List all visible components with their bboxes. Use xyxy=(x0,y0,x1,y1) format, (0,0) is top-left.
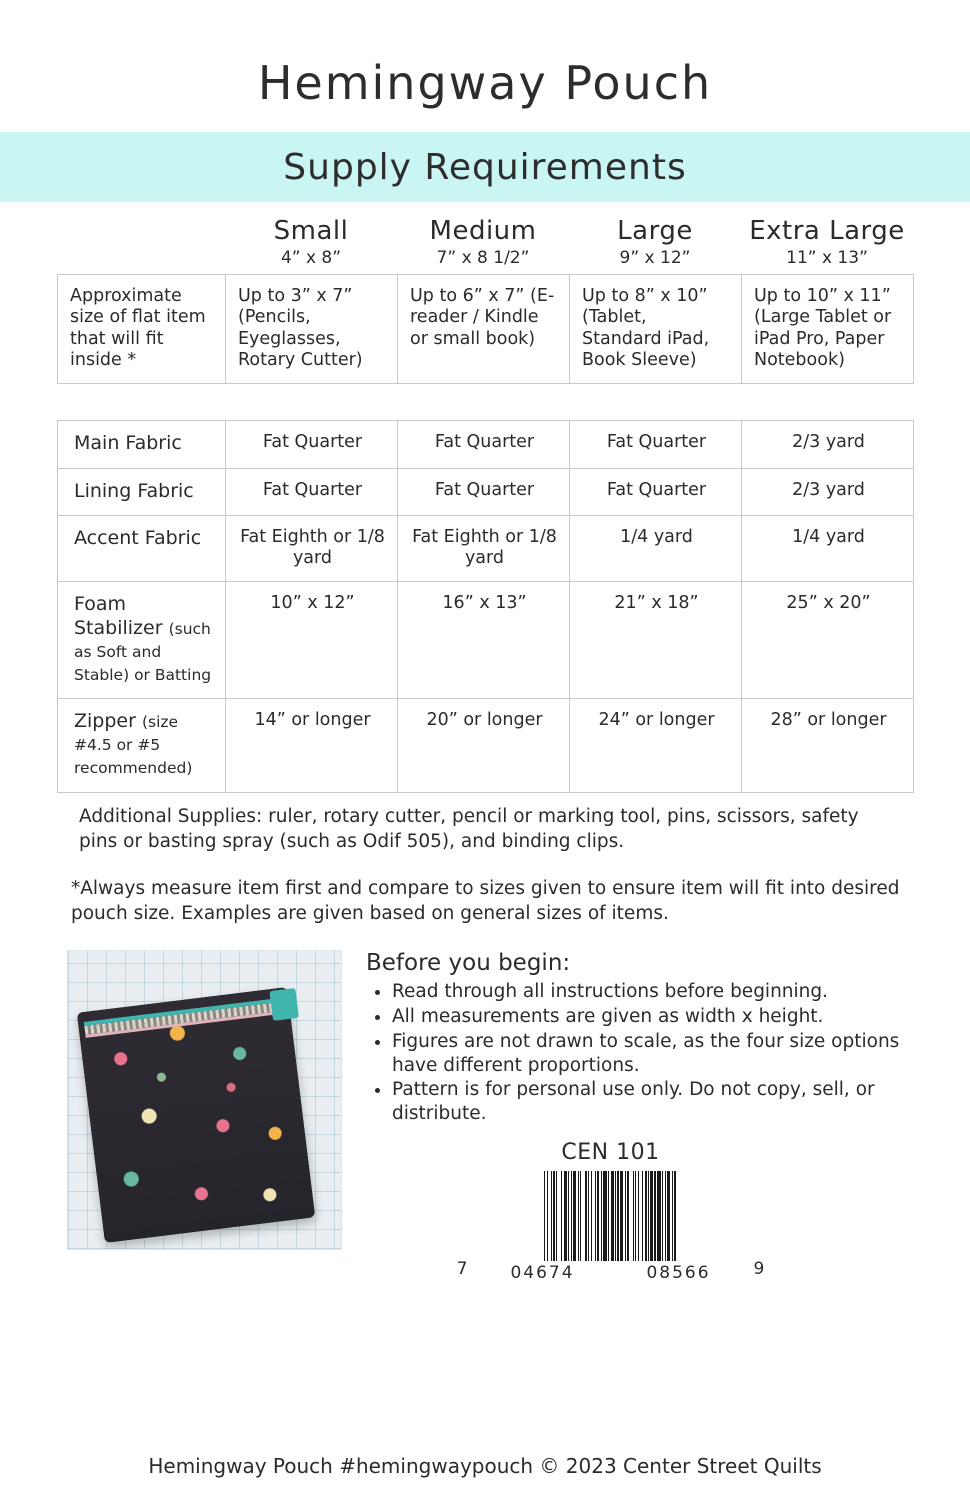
table-row xyxy=(58,582,914,699)
supply-label-subtext: (such as Soft and Stable) or Batting xyxy=(74,619,212,684)
photo-column xyxy=(67,950,350,1282)
barcode-area xyxy=(366,1171,855,1283)
supply-zipper-medium: 20” or longer xyxy=(398,699,570,793)
subtitle-band xyxy=(0,132,970,202)
pouch-photo xyxy=(67,950,342,1250)
subtitle: Supply Requirements xyxy=(283,146,687,188)
zipper-tab-illustration xyxy=(269,988,298,1021)
supply-label-text: Zipper xyxy=(74,710,136,733)
barcode-right-digit: 9 xyxy=(753,1258,765,1279)
barcode-left-digit: 7 xyxy=(456,1258,468,1279)
list-item: • All measurements are given as width x height. xyxy=(392,1005,913,1029)
list-item: • Read through all instructions before beginning. xyxy=(392,980,913,1004)
supply-lining-fabric-medium: Fat Quarter xyxy=(398,468,570,515)
table-row xyxy=(58,468,914,515)
supply-main-fabric-xlarge: 2/3 yard xyxy=(742,421,914,468)
supply-accent-fabric-medium: Fat Eighth or 1/8 yard xyxy=(398,515,570,582)
lower-section xyxy=(57,950,913,1282)
supply-main-fabric-small: Fat Quarter xyxy=(226,421,398,468)
table-row xyxy=(58,515,914,582)
supply-accent-fabric-large: 1/4 yard xyxy=(570,515,742,582)
fit-row-small: Up to 3” x 7” (Pencils, Eyeglasses, Rotary Cutter) xyxy=(226,275,398,384)
supply-zipper-small: 14” or longer xyxy=(226,699,398,793)
fit-row-xlarge: Up to 10” x 11” (Large Tablet or iPad Pro, Paper Notebook) xyxy=(742,275,914,384)
supply-lining-fabric-small: Fat Quarter xyxy=(226,468,398,515)
supply-foam-stabilizer-medium: 16” x 13” xyxy=(398,582,570,699)
fit-size-table xyxy=(57,274,914,384)
content-area xyxy=(0,216,970,1283)
barcode-group-1: 04674 xyxy=(510,1262,575,1283)
barcode-numbers xyxy=(475,1263,747,1283)
supply-label-text: Accent Fabric xyxy=(74,526,202,549)
colhead-xlarge-name: Extra Large xyxy=(749,216,905,246)
list-item: • Figures are not drawn to scale, as the four size options have different proportions. xyxy=(392,1030,913,1077)
supply-foam-stabilizer-small: 10” x 12” xyxy=(226,582,398,699)
barcode xyxy=(475,1171,747,1283)
fit-row-label: Approximate size of flat item that will fit inside * xyxy=(58,275,226,384)
supply-foam-stabilizer-large: 21” x 18” xyxy=(570,582,742,699)
colhead-medium xyxy=(397,216,569,268)
before-you-begin-section xyxy=(350,950,913,1282)
colhead-medium-dim: 7” x 8 1/2” xyxy=(436,248,530,268)
table-row xyxy=(58,699,914,793)
page-footer: Hemingway Pouch #hemingwaypouch © 2023 Center Street Quilts xyxy=(148,1454,822,1478)
supply-label-foam-stabilizer xyxy=(58,582,226,699)
fit-row-medium: Up to 6” x 7” (E-reader / Kindle or small book) xyxy=(398,275,570,384)
footnote: *Always measure item first and compare to sizes given to ensure item will fit into desired pouch size. Examples are given based on general sizes of items. xyxy=(71,877,900,924)
table-row xyxy=(58,275,914,384)
colhead-large-dim: 9” x 12” xyxy=(619,248,691,268)
supply-foam-stabilizer-xlarge: 25” x 20” xyxy=(742,582,914,699)
barcode-group-2: 08566 xyxy=(646,1262,711,1283)
supply-label-accent-fabric xyxy=(58,515,226,582)
colhead-large-name: Large xyxy=(617,216,693,246)
barcode-bars xyxy=(475,1171,747,1261)
supply-label-subtext: (size #4.5 or #5 recommended) xyxy=(74,713,193,778)
supply-label-text: Foam Stabilizer xyxy=(74,593,163,639)
supply-accent-fabric-small: Fat Eighth or 1/8 yard xyxy=(226,515,398,582)
supply-label-text: Lining Fabric xyxy=(74,479,194,502)
table-row xyxy=(58,421,914,468)
page-title: Hemingway Pouch xyxy=(257,56,713,110)
floral-pouch-illustration xyxy=(77,987,316,1243)
supplies-table xyxy=(57,420,914,792)
supply-lining-fabric-xlarge: 2/3 yard xyxy=(742,468,914,515)
supply-zipper-xlarge: 28” or longer xyxy=(742,699,914,793)
colhead-medium-name: Medium xyxy=(429,216,537,246)
colhead-small xyxy=(225,216,397,268)
size-column-headers xyxy=(57,216,913,268)
supply-main-fabric-large: Fat Quarter xyxy=(570,421,742,468)
before-you-begin-heading: Before you begin: xyxy=(366,950,571,977)
product-code: CEN 101 xyxy=(561,1139,660,1165)
supply-lining-fabric-large: Fat Quarter xyxy=(570,468,742,515)
supply-main-fabric-medium: Fat Quarter xyxy=(398,421,570,468)
supply-label-lining-fabric xyxy=(58,468,226,515)
supply-accent-fabric-xlarge: 1/4 yard xyxy=(742,515,914,582)
additional-supplies-note: Additional Supplies: ruler, rotary cutter, pencil or marking tool, pins, scissors, safety pins or basting spray (such as Odif 505), and binding clips. xyxy=(79,805,859,852)
supply-label-text: Main Fabric xyxy=(74,432,182,455)
colhead-small-name: Small xyxy=(273,216,349,246)
colhead-spacer xyxy=(57,216,225,268)
supply-label-zipper xyxy=(58,699,226,793)
colhead-xlarge xyxy=(741,216,913,268)
fit-row-large: Up to 8” x 10” (Tablet, Standard iPad, Book Sleeve) xyxy=(570,275,742,384)
supply-label-main-fabric xyxy=(58,421,226,468)
colhead-small-dim: 4” x 8” xyxy=(280,248,342,268)
colhead-large xyxy=(569,216,741,268)
supply-zipper-large: 24” or longer xyxy=(570,699,742,793)
list-item: • Pattern is for personal use only. Do not copy, sell, or distribute. xyxy=(392,1078,913,1125)
colhead-xlarge-dim: 11” x 13” xyxy=(786,248,868,268)
before-you-begin-list xyxy=(366,980,913,1125)
